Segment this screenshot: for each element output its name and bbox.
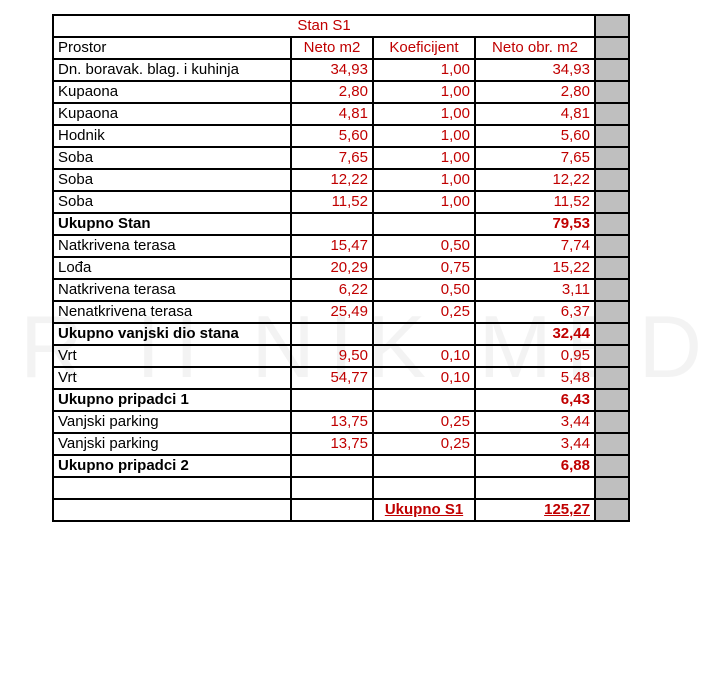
table-row xyxy=(53,345,629,367)
cell-neto-obr: 3,11 xyxy=(475,279,595,301)
cell-prostor: Vanjski parking xyxy=(53,433,291,455)
cell-koeficijent: 1,00 xyxy=(373,125,475,147)
cell-neto: 13,75 xyxy=(291,433,373,455)
cell-neto xyxy=(291,477,373,499)
cell-koeficijent: 0,75 xyxy=(373,257,475,279)
cell-koeficijent: 0,25 xyxy=(373,433,475,455)
table-row xyxy=(53,191,629,213)
cell-neto-obr: 7,65 xyxy=(475,147,595,169)
cell-neto: 7,65 xyxy=(291,147,373,169)
cell-prostor: Soba xyxy=(53,169,291,191)
gray-column-cell xyxy=(595,15,629,37)
cell-neto-obr: 6,43 xyxy=(475,389,595,411)
cell-neto-obr: 34,93 xyxy=(475,59,595,81)
cell-prostor: Vrt xyxy=(53,345,291,367)
gray-column-cell xyxy=(595,103,629,125)
cell-neto: 20,29 xyxy=(291,257,373,279)
cell-neto: 12,22 xyxy=(291,169,373,191)
cell-koeficijent: 1,00 xyxy=(373,147,475,169)
cell-neto xyxy=(291,213,373,235)
cell-neto-obr: 32,44 xyxy=(475,323,595,345)
cell-neto-obr: 79,53 xyxy=(475,213,595,235)
table-title: Stan S1 xyxy=(53,15,595,37)
cell-neto: 6,22 xyxy=(291,279,373,301)
table-row xyxy=(53,301,629,323)
cell-neto: 34,93 xyxy=(291,59,373,81)
cell-prostor: Soba xyxy=(53,191,291,213)
gray-column-cell xyxy=(595,279,629,301)
gray-column-cell xyxy=(595,301,629,323)
table-row xyxy=(53,235,629,257)
gray-column-cell xyxy=(595,213,629,235)
header-row xyxy=(53,37,629,59)
table-row xyxy=(53,477,629,499)
cell-neto xyxy=(291,323,373,345)
cell-koeficijent: 0,10 xyxy=(373,345,475,367)
cell-koeficijent xyxy=(373,389,475,411)
cell-koeficijent xyxy=(373,477,475,499)
cell-prostor: Natkrivena terasa xyxy=(53,279,291,301)
table-row xyxy=(53,147,629,169)
total-row xyxy=(53,389,629,411)
gray-column-cell xyxy=(595,455,629,477)
gray-column-cell xyxy=(595,367,629,389)
cell-neto: 2,80 xyxy=(291,81,373,103)
cell-neto: 15,47 xyxy=(291,235,373,257)
gray-column-cell xyxy=(595,191,629,213)
cell-neto xyxy=(291,499,373,521)
table-row xyxy=(53,367,629,389)
cell-neto-obr: 7,74 xyxy=(475,235,595,257)
cell-koeficijent xyxy=(373,213,475,235)
cell-prostor: Ukupno vanjski dio stana xyxy=(53,323,291,345)
cell-neto: 11,52 xyxy=(291,191,373,213)
gray-column-cell xyxy=(595,257,629,279)
cell-koeficijent: 0,50 xyxy=(373,279,475,301)
cell-prostor xyxy=(53,477,291,499)
title-row xyxy=(53,15,629,37)
cell-prostor: Dn. boravak. blag. i kuhinja xyxy=(53,59,291,81)
cell-neto-obr xyxy=(475,477,595,499)
gray-column-cell xyxy=(595,235,629,257)
cell-koeficijent: 0,50 xyxy=(373,235,475,257)
cell-koeficijent: 1,00 xyxy=(373,191,475,213)
gray-column-cell xyxy=(595,499,629,521)
header-koeficijent: Koeficijent xyxy=(373,37,475,59)
cell-prostor: Hodnik xyxy=(53,125,291,147)
gray-column-cell xyxy=(595,147,629,169)
cell-neto xyxy=(291,455,373,477)
cell-neto: 4,81 xyxy=(291,103,373,125)
total-row xyxy=(53,213,629,235)
cell-neto-obr: 3,44 xyxy=(475,433,595,455)
cell-prostor: Lođa xyxy=(53,257,291,279)
cell-koeficijent: 1,00 xyxy=(373,81,475,103)
grand-total-label: Ukupno S1 xyxy=(373,499,475,521)
gray-column-cell xyxy=(595,411,629,433)
cell-prostor: Natkrivena terasa xyxy=(53,235,291,257)
cell-prostor: Kupaona xyxy=(53,103,291,125)
cell-prostor: Kupaona xyxy=(53,81,291,103)
cell-prostor xyxy=(53,499,291,521)
grand-total-row xyxy=(53,499,629,521)
table-row xyxy=(53,81,629,103)
cell-koeficijent: 1,00 xyxy=(373,59,475,81)
cell-prostor: Soba xyxy=(53,147,291,169)
gray-column-cell xyxy=(595,477,629,499)
header-neto: Neto m2 xyxy=(291,37,373,59)
cell-koeficijent: 0,25 xyxy=(373,301,475,323)
gray-column-cell xyxy=(595,81,629,103)
total-row xyxy=(53,323,629,345)
table-row xyxy=(53,433,629,455)
table-row xyxy=(53,169,629,191)
cell-neto-obr: 6,88 xyxy=(475,455,595,477)
cell-neto-obr: 6,37 xyxy=(475,301,595,323)
cell-prostor: Ukupno pripadci 1 xyxy=(53,389,291,411)
table-row xyxy=(53,411,629,433)
cell-koeficijent xyxy=(373,455,475,477)
cell-prostor: Vanjski parking xyxy=(53,411,291,433)
table-row xyxy=(53,257,629,279)
cell-neto: 5,60 xyxy=(291,125,373,147)
cell-neto xyxy=(291,389,373,411)
gray-column-cell xyxy=(595,323,629,345)
table-row xyxy=(53,125,629,147)
cell-koeficijent: 0,25 xyxy=(373,411,475,433)
table-row xyxy=(53,59,629,81)
table-row xyxy=(53,103,629,125)
cell-prostor: Ukupno Stan xyxy=(53,213,291,235)
cell-neto-obr: 3,44 xyxy=(475,411,595,433)
cell-koeficijent xyxy=(373,323,475,345)
cell-prostor: Nenatkrivena terasa xyxy=(53,301,291,323)
total-row xyxy=(53,455,629,477)
header-neto-obr: Neto obr. m2 xyxy=(475,37,595,59)
cell-neto-obr: 15,22 xyxy=(475,257,595,279)
cell-neto-obr: 2,80 xyxy=(475,81,595,103)
gray-column-cell xyxy=(595,59,629,81)
gray-column-cell xyxy=(595,169,629,191)
cell-neto: 54,77 xyxy=(291,367,373,389)
gray-column-cell xyxy=(595,37,629,59)
cell-koeficijent: 0,10 xyxy=(373,367,475,389)
cell-neto: 9,50 xyxy=(291,345,373,367)
table-row xyxy=(53,279,629,301)
cell-prostor: Ukupno pripadci 2 xyxy=(53,455,291,477)
cell-neto-obr: 0,95 xyxy=(475,345,595,367)
area-table xyxy=(52,14,630,522)
gray-column-cell xyxy=(595,433,629,455)
cell-koeficijent: 1,00 xyxy=(373,103,475,125)
cell-neto: 13,75 xyxy=(291,411,373,433)
cell-neto-obr: 12,22 xyxy=(475,169,595,191)
cell-neto-obr: 4,81 xyxy=(475,103,595,125)
cell-neto: 25,49 xyxy=(291,301,373,323)
gray-column-cell xyxy=(595,125,629,147)
cell-koeficijent: 1,00 xyxy=(373,169,475,191)
header-prostor: Prostor xyxy=(53,37,291,59)
cell-neto-obr: 11,52 xyxy=(475,191,595,213)
cell-neto-obr: 5,48 xyxy=(475,367,595,389)
cell-neto-obr: 5,60 xyxy=(475,125,595,147)
gray-column-cell xyxy=(595,389,629,411)
grand-total-value: 125,27 xyxy=(475,499,595,521)
gray-column-cell xyxy=(595,345,629,367)
cell-prostor: Vrt xyxy=(53,367,291,389)
